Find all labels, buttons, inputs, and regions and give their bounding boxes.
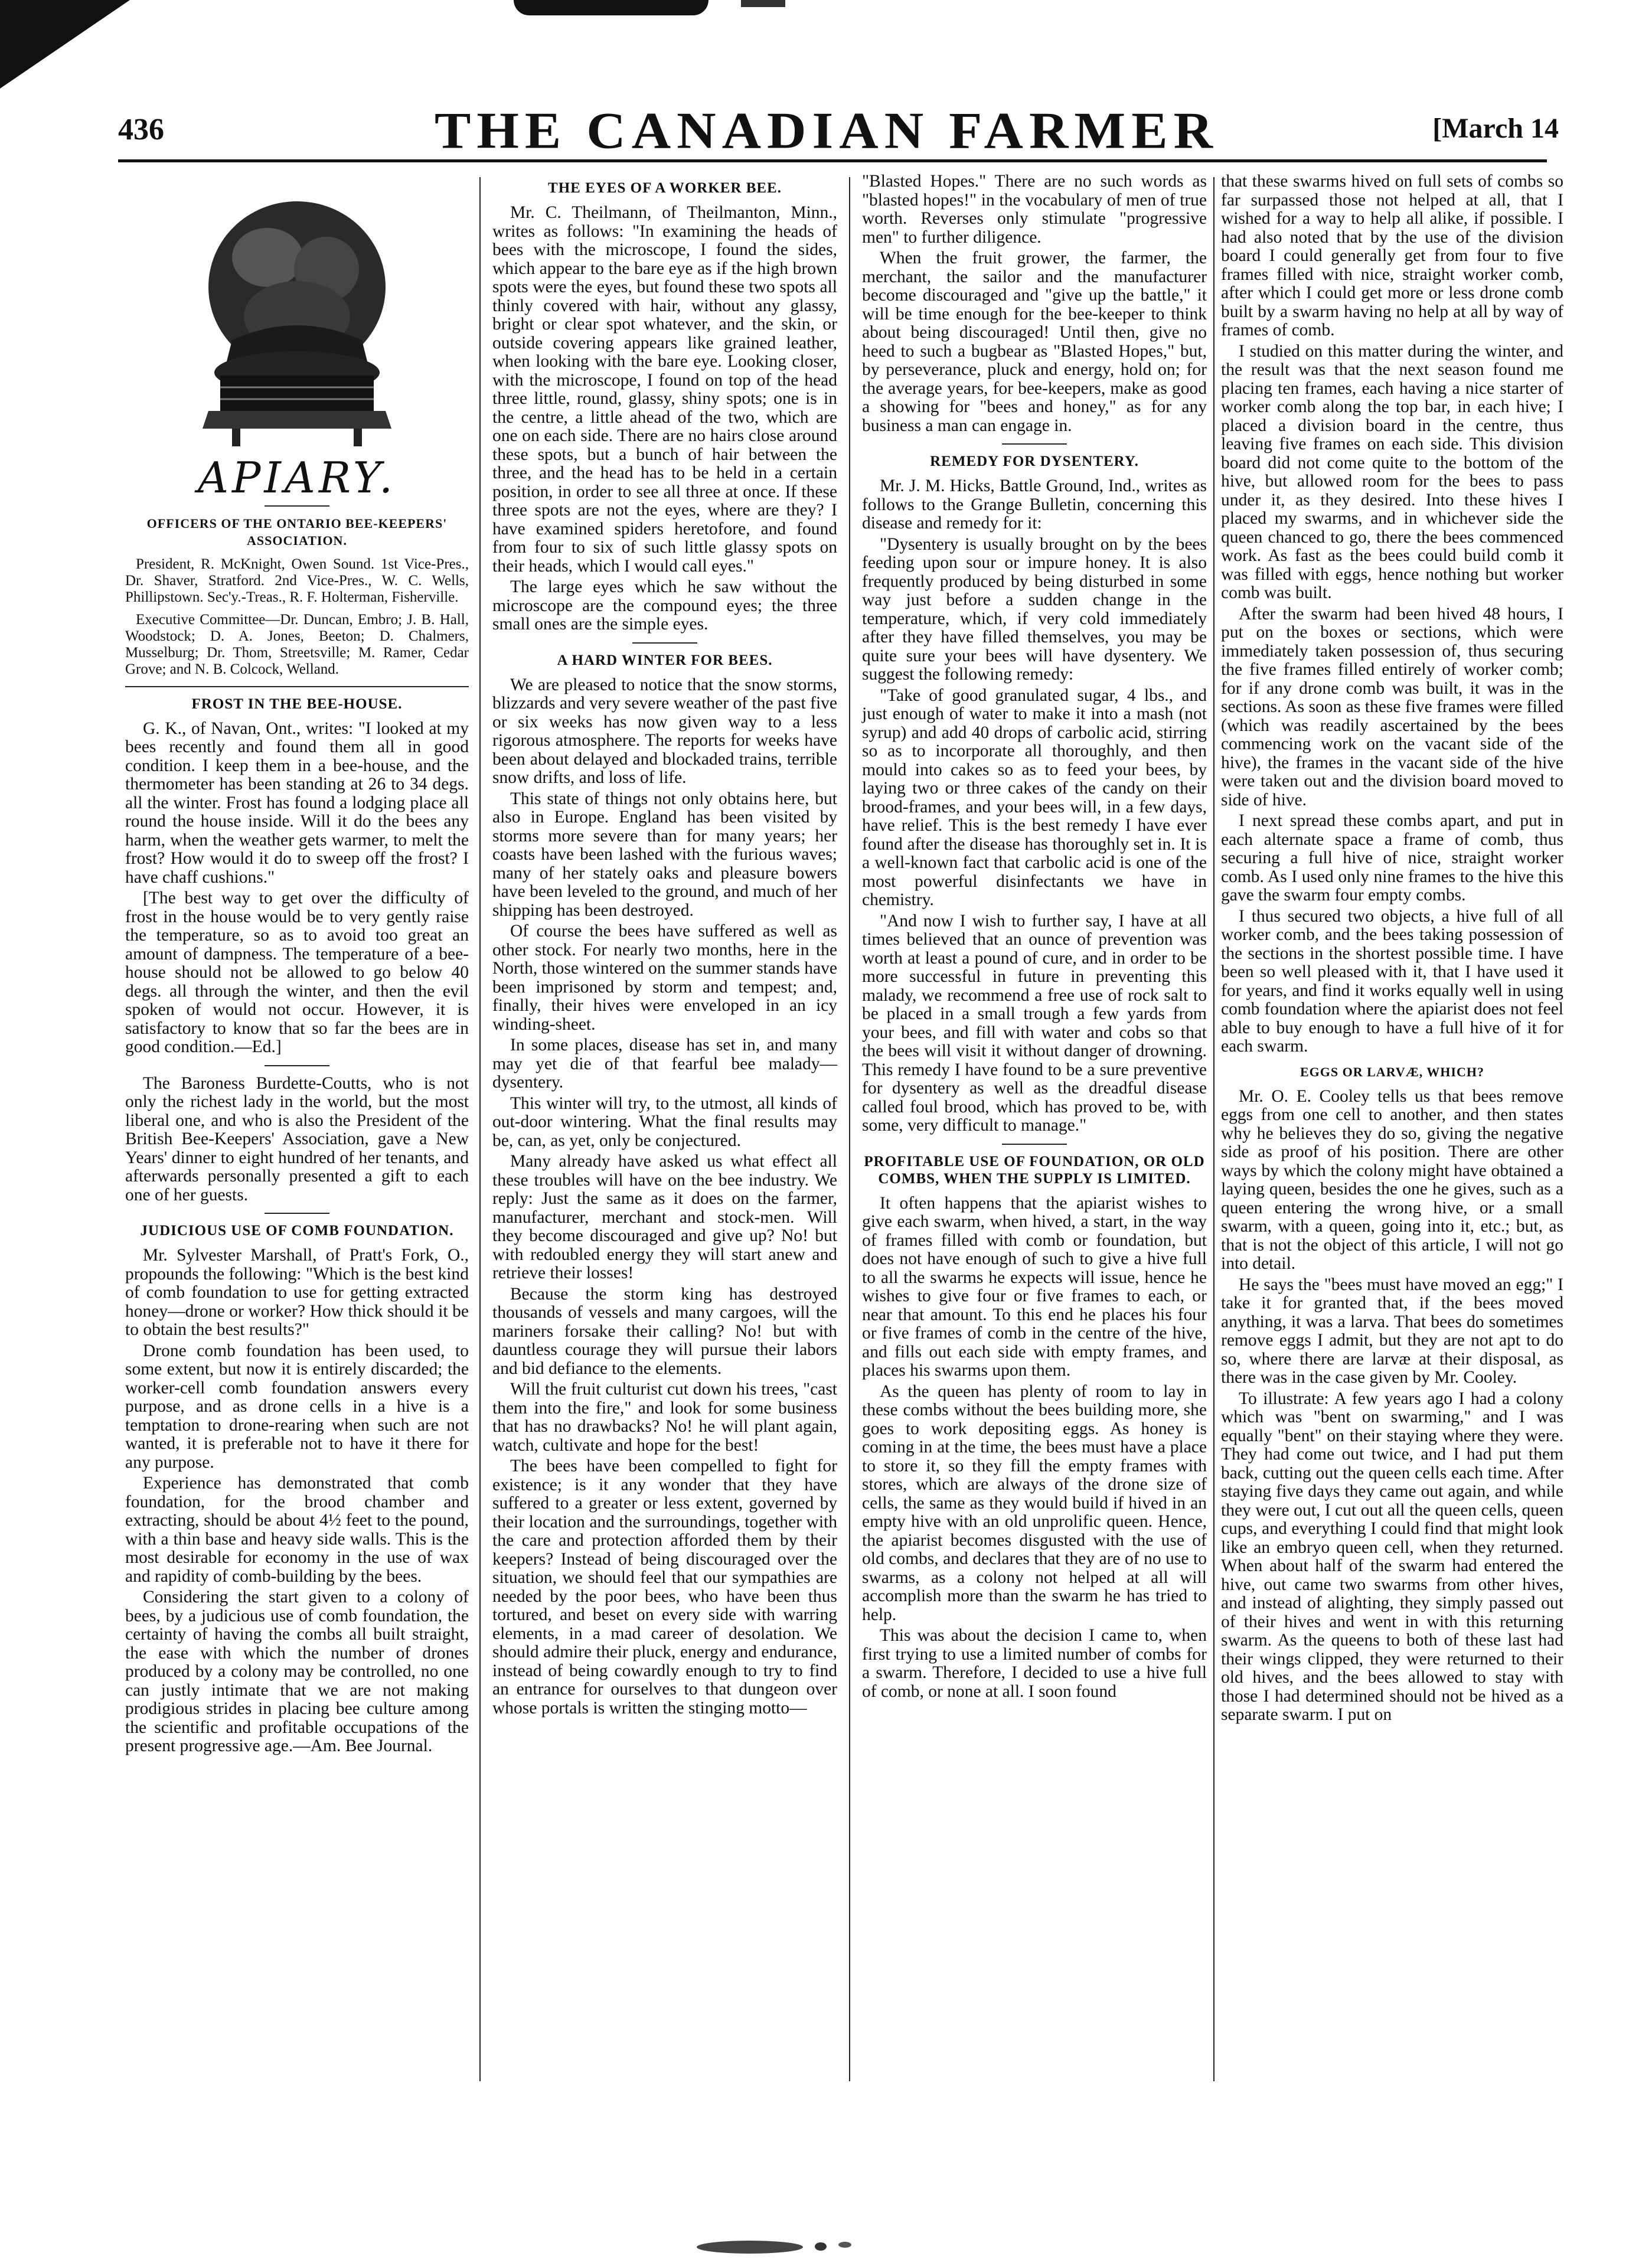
article-paragraph: He says the "bees must have moved an egg;" I take it for granted that, if the bees moved anything, it was a larva. That bees do sometimes remove eggs I admit, but they are not apt to do so, where there are larvæ at their disposal, as there was in the case given by Mr. Cooley.: [1221, 1275, 1563, 1387]
article-rule: [1002, 1144, 1067, 1145]
article-heading: A HARD WINTER FOR BEES.: [557, 652, 773, 668]
article-paragraph: I next spread these combs apart, and put in each alternate space a frame of comb, thus securing a full hive of nice, straight worker comb. As I used only nine frames to the hive this gave the swarm four empty combs.: [1221, 811, 1563, 905]
officers-committee: Executive Committee—Dr. Duncan, Embro; J. B. Hall, Woodstock; D. A. Jones, Beeton; D. Chalmers, Musselburg; Dr. Thom, Streetsville; M. Ramer, Cedar Grove; and N. B. Colcock, Welland.: [125, 611, 469, 677]
article-paragraph: When the fruit grower, the farmer, the merchant, the sailor and the manufacturer become discouraged and "give up the battle," it will be time enough for the bee-keeper to think about being discouraged! Until then, give no heed to such a bugbear as "Blasted Hopes," but, by perseverance, pluck and energy, hold on; for the average years, for bee-keepers, make as good a showing for "bees and honey," as for any business a man can engage in.: [862, 249, 1207, 435]
article-paragraph: I thus secured two objects, a hive full of all worker comb, and the bees taking possession of the sections in the shortest possible time. I have been so well pleased with it, that I have used it for years, and find it works equally well in using comb foundation where the apiarist does not feel able to buy enough to have a full hive of it for each swarm.: [1221, 906, 1563, 1056]
article-paragraph: "Dysentery is usually brought on by the bees feeding upon sour or impure honey. It is also frequently produced by being disturbed in some way just before a sudden change in the temperature, which, if very cold immediately after they have filled themselves, you may be quite sure your bees will have dysentery. We suggest the following remedy:: [862, 534, 1207, 684]
officers-heading: OFFICERS OF THE ONTARIO BEE-KEEPERS' ASSOCIATION.: [146, 515, 448, 548]
section-title: APIARY.: [197, 453, 396, 502]
beehive-illustration-icon: [197, 187, 397, 452]
article-paragraph: Drone comb foundation has been used, to some extent, but now it is entirely discarded; the worker-cell comb foundation answers every purpose, and as drone cells in a hive is a temptation to drone-rearing when such are not wanted, it is preferable not to have it there for any purpose.: [125, 1341, 469, 1472]
officers-list: [125, 556, 469, 678]
scan-bottom-mark: [838, 2242, 851, 2248]
article-paragraph: This winter will try, to the utmost, all kinds of out-door wintering. What the final results may be, can, as yet, only be conjectured.: [492, 1093, 837, 1150]
issue-date: [March 14: [1432, 113, 1559, 144]
scan-bottom-mark: [815, 2242, 827, 2251]
article-paragraph: The Baroness Burdette-Coutts, who is not only the richest lady in the world, but the most liberal one, and who is also the President of the British Bee-Keepers' Association, gave a New Years' dinner to eight hundred of her tenants, and afterwards personally presented a gift to each one of her guests.: [125, 1073, 469, 1204]
scan-corner-artifact: [0, 0, 130, 89]
article-paragraph: As the queen has plenty of room to lay in these combs without the bees building more, she goes to work depositing eggs. As honey is coming in at the time, the bees must have a place to store it, so they fill the empty frames with stores, which are always of the drone size of cells, the same as they would build if hived in an empty hive with an old unprolific queen. Hence, the apiarist becomes disgusted with the use of old combs, and declares that they are of no use to swarms, as a colony not helped at all will accomplish more than the swarm he has tried to help.: [862, 1382, 1207, 1624]
page-header: [118, 99, 1559, 164]
column-4: [1221, 172, 1563, 1727]
article-rule: [632, 642, 697, 644]
article-paragraph: This was about the decision I came to, when first trying to use a limited number of combs for a swarm. Therefore, I decided to use a hive full of comb, or none at all. I soon found: [862, 1626, 1207, 1701]
column-3: [862, 172, 1207, 1703]
article-paragraph: I studied on this matter during the winter, and the result was that the next season found me placing ten frames, each having a nice starter of worker comb along the top bar, in each hive; I placed a division board in the centre, thus leaving five frames on each side. This division board did not come quite to the bottom of the hive, but allowed room for the bees to pass under it, as they desired. Into these hives I placed my swarms, and in whichever side the queen chanced to go, there the bees commenced work. As fast as the bees could build comb it was filled with eggs, hence nothing but worker comb was built.: [1221, 341, 1563, 602]
column-2: [492, 172, 837, 1720]
column-divider: [1213, 177, 1214, 2081]
header-rule: [118, 159, 1547, 162]
masthead: THE CANADIAN FARMER: [434, 102, 1219, 159]
article-paragraph: The bees have been compelled to fight for existence; is it any wonder that they have suffered to a greater or less extent, governed by their location and the surroundings, together with the care and protection afforded them by their keepers? Instead of being discouraged over the situation, we should feel that our sympathies are needed by the poor bees, who have been thus tortured, and beset on every side with warring elements, in a mad career of desolation. We should admire their pluck, energy and endurance, instead of being cowardly enough to try to find an entrance for ourselves to that dungeon over whose portals is written the stinging motto—: [492, 1457, 837, 1718]
scan-bottom-artifact: [697, 2241, 803, 2254]
article-rule: [1002, 443, 1067, 445]
article-paragraph: To illustrate: A few years ago I had a colony which was "bent on swarming," and I was equally "bent" on their staying where they were. They had come out twice, and I had put them back, cutting out the queen cells each time. After staying five days they came out again, and while they were out, I cut out all the queen cells, queen cups, and everything I could find that might look like an embryo queen cell, when they returned. When about half of the swarm had entered the hive, out came two swarms from other hives, and instead of alighting, they simply passed out of their hives and went in with this returning swarm. As the queens to both of these last had their wings clipped, they were returned to their old hives, and the bees allowed to stay with those I had determined should not be hived as a separate swarm. I put on: [1221, 1389, 1563, 1724]
scan-top-mark: [741, 0, 785, 7]
article-paragraph: Mr. C. Theilmann, of Theilmanton, Minn., writes as follows: "In examining the heads of bees with the microscope, I found the sides, which appear to the bare eye as if the high brown spots were the eyes, but found these two spots all thinly covered with hair, without any glassy, bright or clear spot whatever, and the skin, or outside covering appears like grained leather, when looking with the bare eye. Looking closer, with the microscope, I found on top of the head three little, round, glassy, shiny spots; one is in the centre, a little ahead of the two, which are one on each side. There are no hairs close around these spots, but a bunch of hair between the three, and the head has to be held in a certain position, in order to see all three at once. If these three spots are not the eyes, where are they? I have examined spiders heretofore, and found from four to six of such little glassy spots on their heads, which I would call eyes.": [492, 203, 837, 576]
officers-presidents: President, R. McKnight, Owen Sound. 1st Vice-Pres., Dr. Shaver, Stratford. 2nd Vice-Pres., W. C. Wells, Phillipstown. Sec'y.-Treas., R. F. Holterman, Fisherville.: [125, 556, 469, 605]
article-paragraph: G. K., of Navan, Ont., writes: "I looked at my bees recently and found them all in good condition. I keep them in a bee-house, and the thermometer has been standing at 26 to 34 degs. all the winter. Frost has found a lodging place all round the house inside. Will it do the bees any harm, when the weather gets warmer, to melt the frost? How would it do to sweep off the frost? I have chaff cushions.": [125, 719, 469, 887]
article-paragraph: [The best way to get over the difficulty of frost in the house would be to very gently raise the temperature, so as to avoid too great an amount of dampness. The temperature of a bee-house should not be allowed to go below 40 degs. all through the winter, and then the evil spoken of would not occur. However, it is satisfactory to know that so far the bees are in good condition.—Ed.]: [125, 889, 469, 1056]
article-rule: [125, 686, 469, 687]
article-paragraph: This state of things not only obtains here, but also in Europe. England has been visited by storms more severe than for many years; her coasts have been lashed with the furious waves; many of her stately oaks and pleasure bowers have been leveled to the ground, and much of her shipping has been destroyed.: [492, 789, 837, 920]
article-paragraph: Because the storm king has destroyed thousands of vessels and many cargoes, will the mariners forsake their calling? No! but with dauntless courage they will pursue their labors and bid defiance to the elements.: [492, 1284, 837, 1378]
article-paragraph: Mr. O. E. Cooley tells us that bees remove eggs from one cell to another, and then states why he believes they do so, giving the negative side as proof of his position. There are other ways by which the colony might have obtained a laying queen, besides the one he gives, such as a queen entering the wrong hive, or a small swarm, with a queen, going into it, etc.; but, as that is not the object of this article, I will not go into detail.: [1221, 1086, 1563, 1273]
article-paragraph: It often happens that the apiarist wishes to give each swarm, when hived, a start, in the way of frames filled with comb or foundation, but does not have enough of such to give a hive full to all the swarms he expects will issue, hence he wishes to give four or five frames to each, or near that amount. To this end he places his four or five frames of comb in the centre of the hive, and fills out each side with empty frames, and places his swarms upon them.: [862, 1193, 1207, 1380]
article-paragraph: The large eyes which he saw without the microscope are the compound eyes; the three small ones are the simple eyes.: [492, 577, 837, 634]
article-heading: FROST IN THE BEE-HOUSE.: [191, 696, 403, 712]
page-number: 436: [118, 113, 164, 146]
scan-top-artifact: [514, 0, 709, 15]
article-paragraph: Mr. Sylvester Marshall, of Pratt's Fork, O., propounds the following: "Which is the best kind of comb foundation to use for getting extracted honey—drone or worker? How thick should it be to obtain the best results?": [125, 1246, 469, 1339]
article-paragraph: "Take of good granulated sugar, 4 lbs., and just enough of water to make it into a mash (not syrup) and add 40 drops of carbolic acid, stirring so as to incorporate all thoroughly, and then mould into cakes so as to feed your bees, by laying two or three cakes of the candy on their brood-frames, and your bees will, in a few days, have relief. This is the best remedy I have ever found after the disease has thoroughly set in. It is a well-known fact that carbolic acid is one of the most powerful disinfectants we have in chemistry.: [862, 685, 1207, 909]
article-paragraph: Experience has demonstrated that comb foundation, for the brood chamber and extracting, should be about 4½ feet to the pound, with a thin base and heavy side walls. This is the most desirable for economy in the use of wax and rapidity of comb-building by the bees.: [125, 1474, 469, 1586]
section-rule: [265, 505, 329, 507]
article-paragraph: In some places, disease has set in, and many may yet die of that fearful bee malady—dysentery.: [492, 1036, 837, 1092]
article-paragraph: "Blasted Hopes." There are no such words as "blasted hopes!" in the vocabulary of men of true worth. Reverses only stimulate "progressive men" to further diligence.: [862, 172, 1207, 247]
article-paragraph: Of course the bees have suffered as well as other stock. For nearly two months, here in the North, those wintered on the summer stands have been imprisoned by storm and tempest; and, finally, their hives were enveloped in an icy winding-sheet.: [492, 922, 837, 1034]
article-rule: [265, 1065, 329, 1066]
article-paragraph: Many already have asked us what effect all these troubles will have on the bee industry. We reply: Just the same as it does on the farmer, manufacturer, merchant and stock-men. Will they become discouraged and give up? No! but with redoubled energy they will start anew and retrieve their losses!: [492, 1152, 837, 1282]
article-paragraph: "And now I wish to further say, I have at all times believed that an ounce of prevention was worth at least a pound of cure, and in order to be more successful in future in preventing this malady, we recommend a free use of rock salt to be placed in a small trough a few yards from your bees, and fill with water and cobs so that the bees will visit it without danger of drowning. This remedy I have found to be a sure preventive for dysentery as well as the dreadful disease called foul brood, which has proved to be, with some, very difficult to manage.": [862, 911, 1207, 1135]
article-paragraph: Will the fruit culturist cut down his trees, "cast them into the fire," and look for some business that has no drawbacks? No! he will plant again, watch, cultivate and hope for the best!: [492, 1380, 837, 1455]
article-heading: EGGS OR LARVÆ, WHICH?: [1300, 1064, 1484, 1079]
article-heading: PROFITABLE USE OF FOUNDATION, OR OLD COMBS, WHEN THE SUPPLY IS LIMITED.: [864, 1153, 1205, 1187]
article-rule: [265, 1213, 329, 1214]
article-paragraph: We are pleased to notice that the snow storms, blizzards and very severe weather of the past five or six weeks has now given way to a less rigorous atmosphere. The reports for weeks have been about delayed and blockaded trains, terrible snow drifts, and loss of life.: [492, 675, 837, 787]
column-1: [125, 172, 469, 1758]
article-paragraph: After the swarm had been hived 48 hours, I put on the boxes or sections, which were immediately taken possession of, thus securing the five frames filled entirely of worker comb; for if any drone comb was built, it was in the sections. As soon as these five frames were filled (which was readily ascertained by the bees commencing work on the vacant side of the hive), the frames in the vacant side of the hive were taken out and the division board moved to side of hive.: [1221, 604, 1563, 809]
article-paragraph: that these swarms hived on full sets of combs so far surpassed those not helped at all, that I wished for a way to help all alike, if possible. I had also noted that by the use of the division board I could generally get from four to five frames filled with nice, straight worker comb, after which I could get more or less drone comb built by a swarm having no help at all by way of frames of comb.: [1221, 172, 1563, 339]
column-divider: [479, 177, 481, 2081]
article-heading: REMEDY FOR DYSENTERY.: [930, 453, 1139, 469]
article-heading: JUDICIOUS USE OF COMB FOUNDATION.: [140, 1223, 454, 1239]
article-paragraph: Considering the start given to a colony of bees, by a judicious use of comb foundation, the certainty of having the combs all built straight, the ease with which the number of drones produced by a colony may be controlled, no one can justly intimate that we are not making prodigious strides in placing bee culture among the scientific and profitable occupations of the present progressive age.—Am. Bee Journal.: [125, 1588, 469, 1755]
article-paragraph: Mr. J. M. Hicks, Battle Ground, Ind., writes as follows to the Grange Bulletin, concerning this disease and remedy for it:: [862, 476, 1207, 533]
article-heading: THE EYES OF A WORKER BEE.: [548, 180, 782, 196]
column-divider: [849, 177, 850, 2081]
